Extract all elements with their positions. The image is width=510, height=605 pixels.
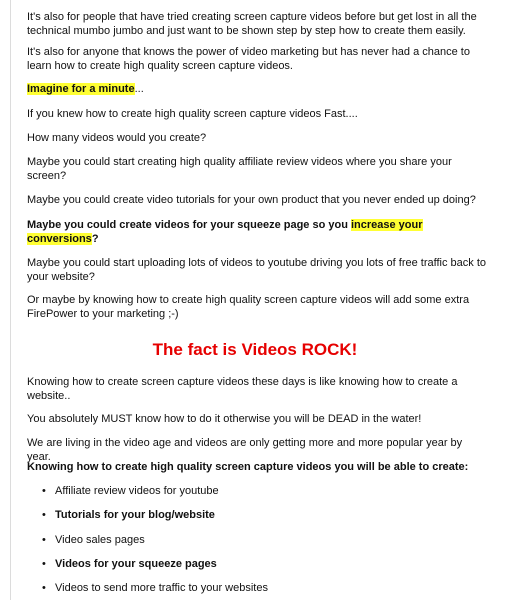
squeeze-question-mark: ?: [91, 233, 99, 245]
list-item-label: Videos for your squeeze pages: [55, 557, 217, 570]
imagine-highlight: Imagine for a minute: [27, 83, 135, 95]
imagine-ellipsis: ...: [134, 83, 144, 95]
list-item-label: Videos to send more traffic to your websites: [55, 582, 268, 595]
paragraph-must-know: You absolutely MUST know how to do it otherwise you will be DEAD in the water!: [27, 413, 422, 425]
paragraph-like-website: Knowing how to create screen capture videos these days is like knowing how to create a website..: [27, 376, 458, 402]
feature-list: [27, 484, 268, 605]
squeeze-text: Maybe you could create videos for your squeeze page so you: [27, 219, 351, 231]
list-item-label: Video sales pages: [55, 533, 145, 546]
bullet-icon: •: [42, 533, 46, 546]
paragraph-affiliate-review: Maybe you could start creating high quality affiliate review videos where you share your screen?: [27, 156, 452, 182]
paragraph-squeeze-page: [27, 218, 489, 246]
paragraph-people-tried: It's also for people that have tried creating screen capture videos before but get lost in all the technical mumbo jumbo and just want to be shown step by step how to create them easily.: [27, 11, 477, 37]
paragraph-how-many: How many videos would you create?: [27, 132, 207, 144]
paragraph-if-you-knew: If you knew how to create high quality screen capture videos Fast....: [27, 108, 358, 120]
paragraph-imagine: [27, 82, 489, 96]
list-item-label: Tutorials for your blog/website: [55, 509, 215, 522]
list-item: [42, 508, 268, 532]
able-to-create-text: Knowing how to create high quality screen capture videos you will be able to create:: [27, 461, 469, 473]
list-item: [42, 581, 268, 605]
paragraph-video-marketing: It's also for anyone that knows the power of video marketing but has never had a chance to learn how to create high quality screen capture videos.: [27, 46, 470, 72]
list-item-label: Affiliate review videos for youtube: [55, 485, 219, 497]
list-item: [42, 557, 268, 581]
page-border: [10, 0, 11, 600]
paragraph-firepower: Or maybe by knowing how to create high quality screen capture videos will add some extra FirePower to your marketing ;-): [27, 294, 470, 320]
list-item: [42, 484, 268, 508]
conversions-highlight: increase your conversions: [27, 219, 423, 245]
list-item: [42, 533, 268, 557]
paragraph-able-to-create: [27, 460, 489, 474]
bullet-icon: •: [42, 557, 46, 570]
bullet-icon: •: [42, 485, 46, 497]
paragraph-video-age: We are living in the video age and videos are only getting more and more popular year by year.: [27, 437, 463, 463]
bullet-icon: •: [42, 582, 46, 595]
bullet-icon: •: [42, 509, 46, 522]
paragraph-tutorials: Maybe you could create video tutorials for your own product that you never ended up doing?: [27, 194, 476, 206]
paragraph-youtube: Maybe you could start uploading lots of videos to youtube driving you lots of free traffic back to your website?: [27, 257, 487, 283]
headline-videos-rock: The fact is Videos ROCK!: [152, 340, 358, 359]
